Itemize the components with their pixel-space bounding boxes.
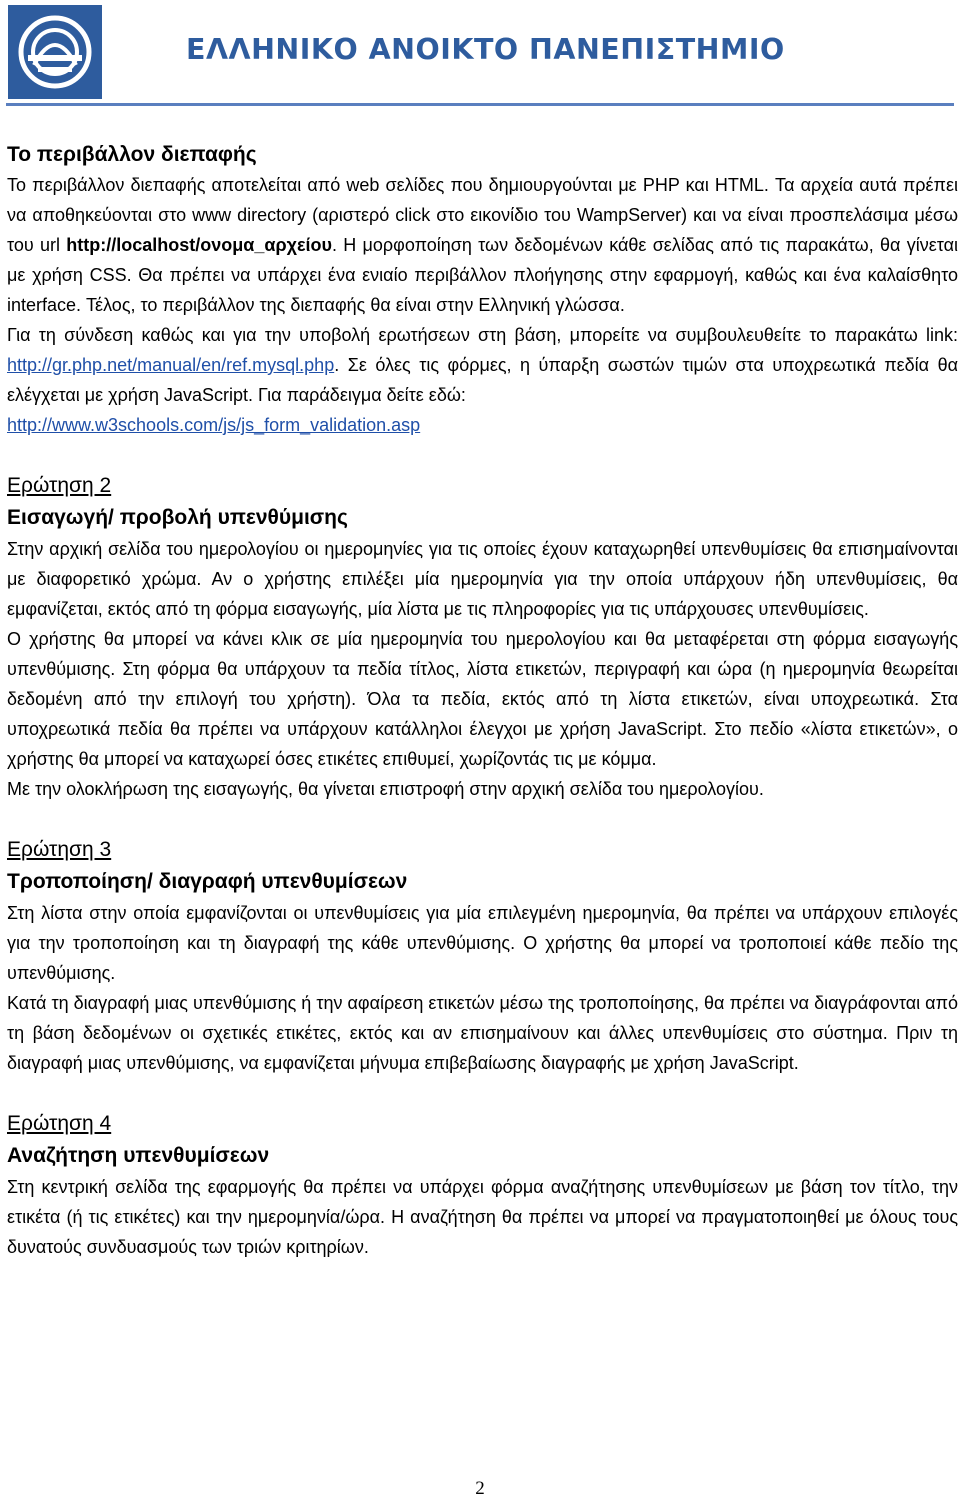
question-3-label: Ερώτηση 3 bbox=[7, 838, 112, 861]
section-title: Το περιβάλλον διεπαφής bbox=[7, 143, 257, 166]
document-body bbox=[7, 140, 958, 1262]
question-2-paragraph-1: Στην αρχική σελίδα του ημερολογίου οι ημερομηνίες για τις οποίες έχουν καταχωρηθεί υπενθυμίσεις θα επισημαίνονται με διαφορετικό χρώμα. Αν ο χρήστης επιλέξει μία ημερομηνία για την οποία υπάρχουν ήδη υπενθυμίσεις, θα εμφανίζεται, εκτός από τη φόρμα εισαγωγής, μία λίστα με τις πληροφορίες για τις υπάρχουσες υπενθυμίσεις. bbox=[7, 539, 958, 619]
question-2-paragraph-2: Ο χρήστης θα μπορεί να κάνει κλικ σε μία ημερομηνία του ημερολογίου και θα μεταφέρεται στη φόρμα εισαγωγής υπενθύμισης. Στη φόρμα θα υπάρχουν τα πεδία τίτλος, λίστα ετικετών, περιγραφή και ώρα (η ημερομηνία θεωρείται δεδομένη από την επιλογή του χρήστη). Όλα τα πεδία, εκτός από τη λίστα ετικετών, είναι υποχρεωτικά. Στα υποχρεωτικά πεδία θα πρέπει να υπάρχουν κατάλληλοι έλεγχοι με χρήση JavaScript. Στο πεδίο «λίστα ετικετών», ο χρήστης θα μπορεί να καταχωρεί όσες ετικέτες επιθυμεί, χωρίζοντάς τις με κόμμα. bbox=[7, 629, 959, 769]
w3schools-link[interactable]: http://www.w3schools.com/js/js_form_validation.asp bbox=[7, 415, 421, 435]
intro-text-b: . Η μορφοποίηση των δεδομένων κάθε σελίδας από τις παρακάτω, θα γίνεται με χρήση CSS. Θα πρέπει να υπάρχει ένα ενιαίο περιβάλλον πλοήγησης στην εφαρμογή, καθώς και ένα καλαίσθητο interface. Τέλος, το περιβάλλον της διεπαφής θα είναι στην Ελληνική γλώσσα. bbox=[7, 235, 959, 315]
intro-text-c: Για τη σύνδεση καθώς και για την υποβολή ερωτήσεων στη βάση, μπορείτε να συμβουλευθείτε το παρακάτω link: bbox=[7, 325, 958, 345]
question-4-paragraph-1: Στη κεντρική σελίδα της εφαρμογής θα πρέπει να υπάρχει φόρμα αναζήτησης υπενθυμίσεων με βάση τον τίτλο, την ετικέτα (ή τις ετικέτες) και την ημερομηνία/ώρα. Η αναζήτηση θα πρέπει να μπορεί να πραγματοποιηθεί με όλους τους δυνατούς συνδυασμούς των τριών κριτηρίων. bbox=[7, 1177, 958, 1257]
university-logo-icon bbox=[8, 5, 102, 99]
question-4-label: Ερώτηση 4 bbox=[7, 1112, 112, 1135]
question-2-title: Εισαγωγή/ προβολή υπενθύμισης bbox=[7, 506, 348, 529]
question-3-title: Τροποποίηση/ διαγραφή υπενθυμίσεων bbox=[7, 870, 408, 893]
intro-text-a: Το περιβάλλον διεπαφής αποτελείται από web σελίδες που δημιουργούνται με PHP και HTML. Τα αρχεία αυτά πρέπει να αποθηκεύονται στο www directory (αριστερό click στο εικονίδιο του WampServer) και να είναι προσπελάσιμα μέσω του url bbox=[7, 175, 958, 255]
question-3-paragraph-2: Κατά τη διαγραφή μιας υπενθύμισης ή την αφαίρεση ετικετών μέσω της τροποποίησης, θα πρέπει να διαγράφονται από τη βάση δεδομένων οι σχετικές ετικέτες, εκτός και αν επισημαίνουν και άλλες υπενθυμίσεις στο σύστημα. Πριν τη διαγραφή μιας υπενθύμισης, να εμφανίζεται μήνυμα επιβεβαίωσης διαγραφής με χρήση JavaScript. bbox=[7, 993, 958, 1073]
question-2-paragraph-3: Με την ολοκλήρωση της εισαγωγής, θα γίνεται επιστροφή στην αρχική σελίδα του ημερολογίου. bbox=[7, 779, 764, 799]
question-3-paragraph-1: Στη λίστα στην οποία εμφανίζονται οι υπενθυμίσεις για μία επιλεγμένη ημερομηνία, θα πρέπει να υπάρχουν επιλογές για την τροποποίηση και τη διαγραφή της κάθε υπενθύμισης. Ο χρήστης θα μπορεί να τροποποιεί κάθε πεδίο της υπενθύμισης. bbox=[7, 903, 958, 983]
intro-paragraph-2 bbox=[7, 320, 958, 440]
intro-paragraph-1 bbox=[7, 170, 958, 320]
question-4-title: Αναζήτηση υπενθυμίσεων bbox=[7, 1144, 270, 1167]
page-header bbox=[0, 0, 960, 110]
question-2-label: Ερώτηση 2 bbox=[7, 474, 112, 497]
intro-text-d: . Σε όλες τις φόρμες, η ύπαρξη σωστών τιμών στα υποχρεωτικά πεδία θα ελέγχεται με χρήση JavaScript. Για παράδειγμα δείτε εδώ: bbox=[7, 355, 958, 405]
page-number: 2 bbox=[475, 1478, 485, 1499]
localhost-url: http://localhost/ονομα_αρχείου bbox=[66, 235, 332, 255]
university-name: ΕΛΛΗΝΙΚΟ ΑΝΟΙΚΤΟ ΠΑΝΕΠΙΣΤΗΜΙΟ bbox=[186, 33, 785, 66]
header-rule bbox=[6, 103, 954, 106]
php-manual-link[interactable]: http://gr.php.net/manual/en/ref.mysql.php bbox=[7, 355, 335, 375]
